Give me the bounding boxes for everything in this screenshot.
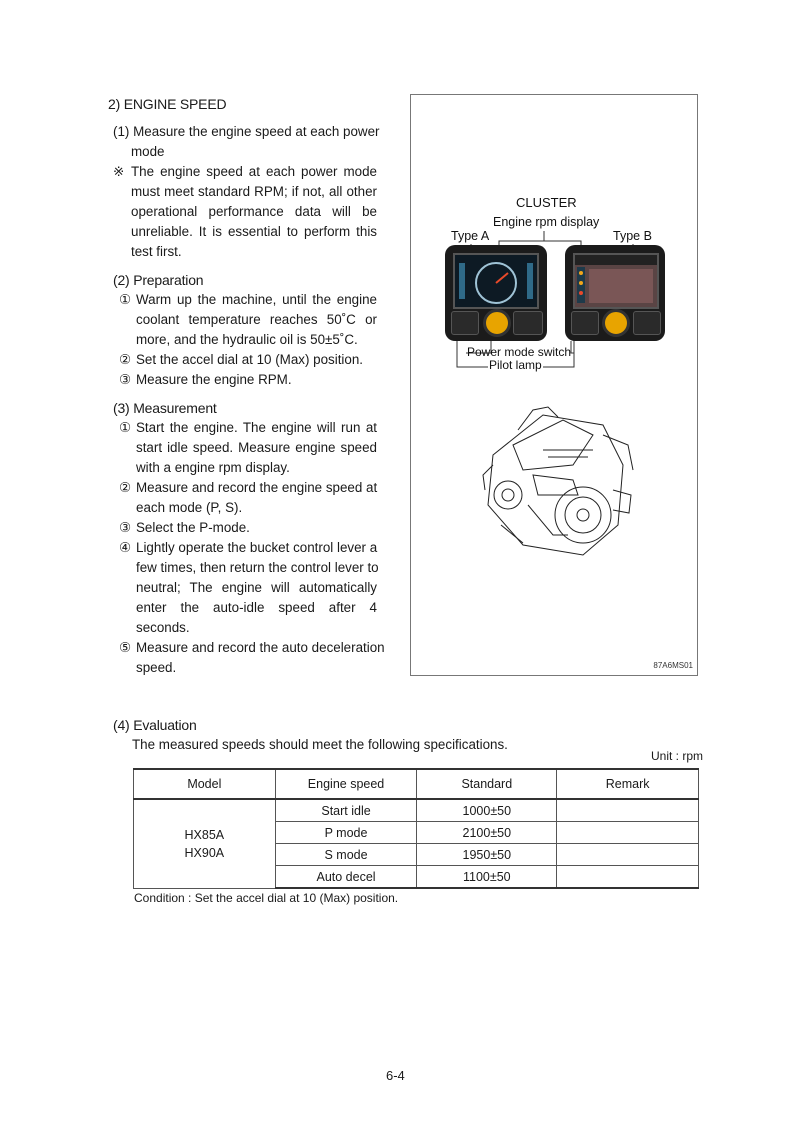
meas-marker-2: ② [119, 480, 132, 495]
power-mode-switch-label: Power mode switch [467, 345, 572, 359]
meas-item-4-line-1: Lightly operate the bucket control lever a [136, 540, 378, 555]
meas-marker-1: ① [119, 420, 132, 435]
button-group-right-a[interactable] [513, 311, 543, 335]
section-title-preparation: (2) Preparation [113, 272, 204, 288]
meas-item-3: Select the P-mode. [136, 520, 250, 535]
speed-cell: Start idle [275, 799, 417, 822]
rpm-gauge-screen-a [453, 253, 539, 309]
gauge-icon [455, 255, 537, 307]
type-a-label: Type A [451, 229, 490, 243]
condition-note: Condition : Set the accel dial at 10 (Max) position. [134, 891, 399, 905]
engine-rpm-display-label: Engine rpm display [493, 215, 600, 229]
note-line-3: operational performance data will be [131, 204, 377, 219]
meas-item-1-line-2: start idle speed. Measure engine speed [136, 440, 377, 455]
jog-dial-a[interactable] [483, 309, 511, 337]
table-row [134, 799, 699, 822]
display-icon [575, 255, 657, 307]
model-cell [134, 799, 276, 888]
spec-table [133, 768, 699, 889]
meas-marker-5: ⑤ [119, 640, 132, 655]
figure-code: 87A6MS01 [653, 661, 693, 670]
remark-cell [557, 822, 699, 844]
unit-label: Unit : rpm [651, 749, 704, 763]
cluster-type-a [445, 245, 547, 341]
step-1-line-1: (1) Measure the engine speed at each power [113, 124, 380, 139]
table-header-row [134, 769, 699, 799]
button-group-right-b[interactable] [633, 311, 661, 335]
note-line-4: unreliable. It is essential to perform this [131, 224, 377, 239]
section-title-evaluation: (4) Evaluation [113, 717, 197, 733]
jog-dial-b[interactable] [602, 309, 630, 337]
meas-marker-4: ④ [119, 540, 132, 555]
remark-cell [557, 844, 699, 866]
button-group-left-b[interactable] [571, 311, 599, 335]
remark-cell [557, 799, 699, 822]
meas-item-5-line-1: Measure and record the auto deceleration [136, 640, 385, 655]
note-line-5: test first. [131, 244, 182, 259]
note-line-2: must meet standard RPM; if not, all other [131, 184, 377, 199]
evaluation-intro: The measured speeds should meet the following specifications. [132, 737, 508, 752]
prep-item-2: Set the accel dial at 10 (Max) position. [136, 352, 364, 367]
prep-marker-1: ① [119, 292, 132, 307]
header-model: Model [134, 769, 276, 799]
meas-item-4-line-5: seconds. [136, 620, 190, 635]
standard-cell: 1100±50 [417, 866, 557, 889]
meas-item-5-line-2: speed. [136, 660, 177, 675]
note-mark: ※ [113, 164, 125, 179]
note-line-1: The engine speed at each power mode [131, 164, 377, 179]
figure-panel [410, 94, 698, 676]
prep-item-1-line-2: coolant temperature reaches 50˚C or [136, 312, 377, 327]
model-hx85a: HX85A [184, 827, 225, 842]
meas-item-4-line-2: few times, then return the control lever to [136, 560, 379, 575]
standard-cell: 1950±50 [417, 844, 557, 866]
speed-cell: P mode [275, 822, 417, 844]
button-group-left-a[interactable] [451, 311, 479, 335]
prep-item-3: Measure the engine RPM. [136, 372, 292, 387]
prep-item-1-line-3: more, and the hydraulic oil is 50±5˚C. [136, 332, 358, 347]
header-remark: Remark [557, 769, 699, 799]
meas-item-2-line-2: each mode (P, S). [136, 500, 243, 515]
model-hx90a: HX90A [184, 845, 225, 860]
section-title-engine-speed: 2) ENGINE SPEED [108, 96, 227, 112]
cluster-title: CLUSTER [516, 195, 577, 210]
standard-cell: 2100±50 [417, 822, 557, 844]
meas-marker-3: ③ [119, 520, 132, 535]
pilot-lamp-label: Pilot lamp [489, 358, 542, 372]
standard-cell: 1000±50 [417, 799, 557, 822]
step-1-line-2: mode [131, 144, 165, 159]
section-title-measurement: (3) Measurement [113, 400, 217, 416]
header-engine-speed: Engine speed [275, 769, 417, 799]
header-standard: Standard [417, 769, 557, 799]
prep-marker-3: ③ [119, 372, 132, 387]
type-b-label: Type B [613, 229, 652, 243]
meas-item-1-line-3: with a engine rpm display. [136, 460, 290, 475]
speed-cell: Auto decel [275, 866, 417, 889]
cluster-type-b [565, 245, 665, 341]
speed-cell: S mode [275, 844, 417, 866]
page-number: 6-4 [386, 1068, 405, 1083]
prep-item-1-line-1: Warm up the machine, until the engine [136, 292, 377, 307]
leader-lines [411, 95, 697, 385]
meas-item-4-line-3: neutral; The engine will automatically [136, 580, 377, 595]
remark-cell [557, 866, 699, 889]
engine-illustration [473, 395, 643, 565]
rpm-display-screen-b [573, 253, 659, 309]
prep-marker-2: ② [119, 352, 132, 367]
meas-item-1-line-1: Start the engine. The engine will run at [136, 420, 377, 435]
meas-item-4-line-4: enter the auto-idle speed after 4 [136, 600, 377, 615]
meas-item-2-line-1: Measure and record the engine speed at [136, 480, 378, 495]
